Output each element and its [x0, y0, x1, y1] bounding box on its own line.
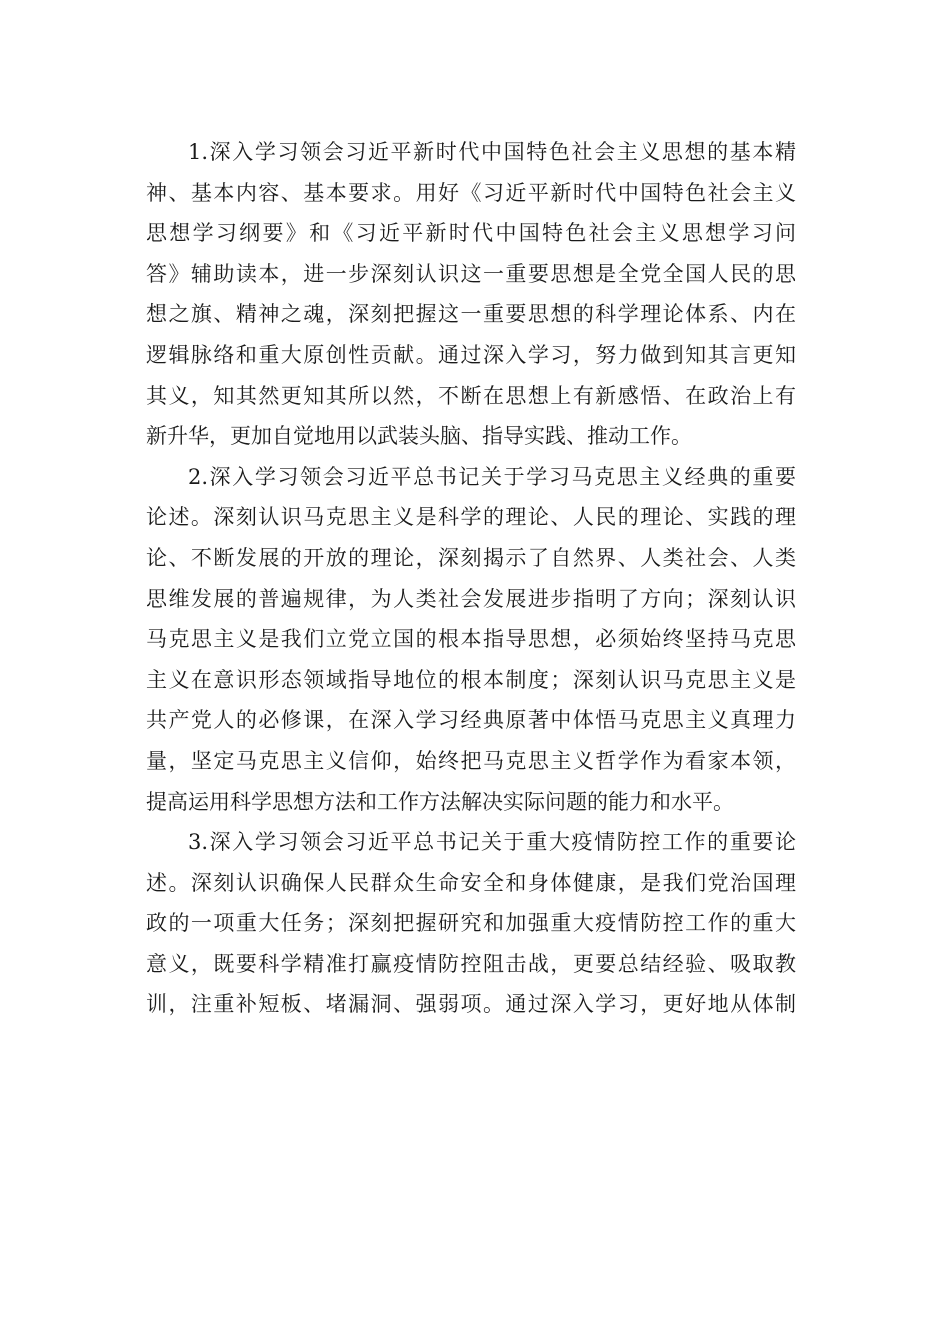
paragraph-line: 神、基本内容、基本要求。用好《习近平新时代中国特色社会主义 [146, 180, 796, 205]
paragraph-line: 逻辑脉络和重大原创性贡献。通过深入学习，努力做到知其言更知 [146, 342, 796, 367]
paragraph-line: 量，坚定马克思主义信仰，始终把马克思主义哲学作为看家本领， [146, 748, 796, 773]
paragraph-line: 共产党人的必修课，在深入学习经典原著中体悟马克思主义真理力 [146, 708, 796, 733]
paragraph-1 [146, 132, 796, 457]
paragraph-line: 政的一项重大任务；深刻把握研究和加强重大疫情防控工作的重大 [146, 911, 796, 936]
paragraph-line: 马克思主义是我们立党立国的根本指导思想，必须始终坚持马克思 [146, 627, 796, 652]
paragraph-line: 意义，既要科学精准打赢疫情防控阻击战，更要总结经验、吸取教 [146, 951, 796, 976]
paragraph-line: 提高运用科学思想方法和工作方法解决实际问题的能力和水平。 [146, 789, 734, 814]
paragraph-line: 2.深入学习领会习近平总书记关于学习马克思主义经典的重要 [188, 464, 796, 489]
paragraph-2 [146, 457, 796, 822]
paragraph-line: 想之旗、精神之魂，深刻把握这一重要思想的科学理论体系、内在 [146, 302, 796, 327]
paragraph-line: 答》辅助读本，进一步深刻认识这一重要思想是全党全国人民的思 [146, 261, 796, 286]
paragraph-line: 训，注重补短板、堵漏洞、强弱项。通过深入学习，更好地从体制 [146, 992, 796, 1017]
paragraph-line: 其义，知其然更知其所以然，不断在思想上有新感悟、在政治上有 [146, 383, 796, 408]
paragraph-3 [146, 822, 796, 1025]
document-body [146, 132, 796, 1025]
paragraph-line: 主义在意识形态领域指导地位的根本制度；深刻认识马克思主义是 [146, 667, 796, 692]
paragraph-line: 思维发展的普遍规律，为人类社会发展进步指明了方向；深刻认识 [146, 586, 796, 611]
paragraph-line: 新升华，更加自觉地用以武装头脑、指导实践、推动工作。 [146, 424, 692, 449]
paragraph-line: 3.深入学习领会习近平总书记关于重大疫情防控工作的重要论 [188, 830, 796, 855]
paragraph-line: 思想学习纲要》和《习近平新时代中国特色社会主义思想学习问 [146, 221, 796, 246]
paragraph-line: 述。深刻认识确保人民群众生命安全和身体健康，是我们党治国理 [146, 870, 796, 895]
paragraph-line: 论述。深刻认识马克思主义是科学的理论、人民的理论、实践的理 [146, 505, 796, 530]
paragraph-line: 1.深入学习领会习近平新时代中国特色社会主义思想的基本精 [188, 140, 796, 164]
paragraph-line: 论、不断发展的开放的理论，深刻揭示了自然界、人类社会、人类 [146, 545, 796, 570]
